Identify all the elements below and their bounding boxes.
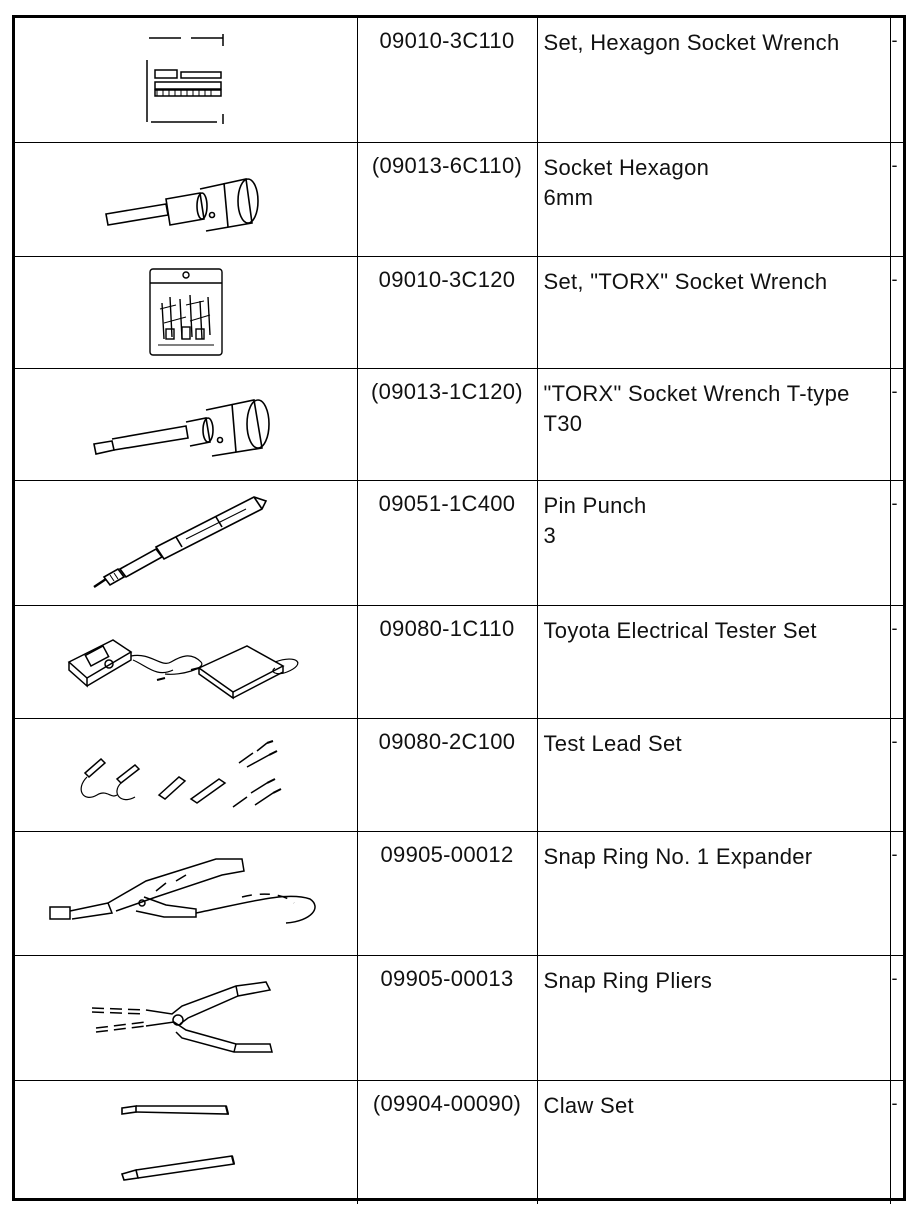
note-cell: - bbox=[891, 967, 898, 988]
tool-name-line: Snap Ring No. 1 Expander bbox=[543, 843, 813, 869]
tool-name bbox=[538, 956, 890, 996]
note-cell: - bbox=[891, 30, 898, 50]
tool-image-cell bbox=[15, 256, 357, 368]
snap-ring-expander-icon bbox=[46, 851, 326, 935]
note-cell: - bbox=[891, 843, 898, 864]
tool-image-cell bbox=[15, 831, 357, 955]
tool-name bbox=[538, 257, 890, 297]
note-cell: - bbox=[891, 617, 898, 638]
tool-name-line: Pin Punch bbox=[543, 492, 647, 518]
part-number: 09010-3C110 bbox=[379, 28, 515, 53]
tool-name-line: Set, "TORX" Socket Wrench bbox=[543, 268, 828, 294]
tool-image-cell bbox=[15, 718, 357, 831]
tool-name-line: Claw Set bbox=[543, 1092, 634, 1118]
part-number: 09080-2C100 bbox=[378, 728, 516, 754]
tool-name-line: "TORX" Socket Wrench T-type bbox=[543, 380, 850, 406]
tool-name bbox=[538, 481, 890, 551]
tool-name-line: Socket Hexagon bbox=[543, 154, 710, 180]
part-number: (09013-6C110) bbox=[371, 152, 523, 178]
tool-name-line: 3 bbox=[543, 522, 557, 548]
note-cell: - bbox=[891, 1092, 898, 1113]
part-number: 09080-1C110 bbox=[379, 615, 515, 641]
part-number: 09905-00013 bbox=[380, 965, 514, 991]
tool-image-cell bbox=[15, 605, 357, 718]
table-row bbox=[15, 831, 903, 955]
tool-name-line: Toyota Electrical Tester Set bbox=[543, 617, 817, 643]
part-number: (09013-1C120) bbox=[371, 378, 523, 404]
tool-image-cell bbox=[15, 480, 357, 605]
hexagon-socket-wrench-set-icon bbox=[141, 30, 231, 130]
table-row bbox=[15, 368, 903, 480]
tool-name-line: T30 bbox=[543, 410, 583, 436]
note-cell: - bbox=[891, 492, 898, 513]
torx-socket-wrench-set-icon bbox=[146, 265, 226, 359]
table-row bbox=[15, 955, 903, 1080]
table-row bbox=[15, 605, 903, 718]
torx-socket-icon bbox=[86, 384, 286, 464]
part-number: (09904-00090) bbox=[372, 1090, 522, 1116]
part-number: 09010-3C120 bbox=[378, 266, 516, 292]
table-row bbox=[15, 18, 903, 142]
tool-image-cell bbox=[15, 368, 357, 480]
table-row bbox=[15, 256, 903, 368]
tool-name bbox=[538, 1081, 890, 1121]
electrical-tester-set-icon bbox=[61, 622, 311, 702]
part-number: 09905-00012 bbox=[380, 841, 514, 867]
snap-ring-pliers-icon bbox=[86, 978, 286, 1058]
table-row bbox=[15, 480, 903, 605]
tool-name bbox=[538, 719, 890, 759]
tool-name bbox=[538, 832, 890, 872]
tool-image-cell bbox=[15, 18, 357, 142]
tool-table bbox=[15, 18, 903, 1204]
hexagon-socket-icon bbox=[96, 159, 276, 239]
tool-name-line: Test Lead Set bbox=[543, 730, 682, 756]
table-row bbox=[15, 142, 903, 256]
pin-punch-icon bbox=[86, 491, 286, 595]
note-cell: - bbox=[891, 268, 898, 289]
tool-name-line: 6mm bbox=[543, 184, 594, 210]
claw-set-icon bbox=[116, 1094, 256, 1190]
table-row bbox=[15, 1080, 903, 1204]
note-cell: - bbox=[891, 154, 898, 175]
tool-name bbox=[538, 369, 890, 439]
tool-list-sheet bbox=[12, 15, 906, 1201]
table-row bbox=[15, 718, 903, 831]
test-lead-set-icon bbox=[71, 733, 301, 817]
note-cell: - bbox=[891, 380, 898, 401]
tool-name-line: Snap Ring Pliers bbox=[543, 967, 713, 993]
tool-name bbox=[538, 606, 890, 646]
tool-name-line: Set, Hexagon Socket Wrench bbox=[543, 30, 840, 55]
tool-name bbox=[538, 143, 890, 213]
tool-image-cell bbox=[15, 142, 357, 256]
note-cell: - bbox=[891, 730, 898, 751]
tool-name bbox=[538, 18, 890, 58]
tool-image-cell bbox=[15, 955, 357, 1080]
tool-image-cell bbox=[15, 1080, 357, 1204]
part-number: 09051-1C400 bbox=[378, 490, 516, 516]
